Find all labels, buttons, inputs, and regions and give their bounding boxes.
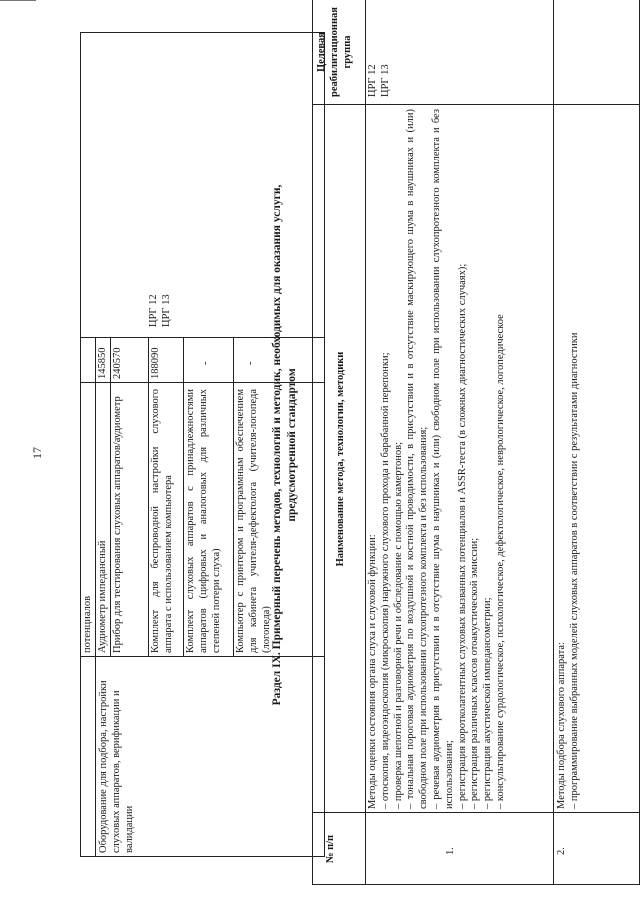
method-list <box>556 109 582 809</box>
method-item: – регистрация акустической импедансометрии; <box>482 597 494 809</box>
equipment-category: Оборудование для подбора, настройки слуховых аппаратов, верификации и валидации <box>98 680 135 853</box>
section-heading <box>270 25 300 865</box>
equipment-code: 188090 <box>150 347 161 379</box>
row-divider <box>95 338 96 657</box>
col-divider <box>312 812 640 813</box>
method-item: – проверка шепотной и разговорной речи и обследование с помощью камертонов; <box>392 442 404 809</box>
equipment-name: Прибор для тестирования слуховых аппаратов/аудиометр <box>112 396 123 653</box>
method-item: – отоскопия, видеоэндоскопия (микроскопия) наружного слухового прохода и барабанной перепонки; <box>379 352 391 809</box>
method-item: – речевая аудиометрия в присутствии и в отсутствие шума в наушниках и (или) свободном поле при использовании слухопротезного комплекта и без использования; <box>430 109 455 809</box>
section-heading-line2: предусмотренной стандартом <box>285 368 298 522</box>
equipment-name: Комплект слуховых аппаратов с принадлежностями аппаратов (цифровых и аналоговых для различных степеней потери слуха) <box>185 389 222 653</box>
row-divider <box>233 338 234 657</box>
row-divider <box>95 657 96 857</box>
row-num: 1. <box>445 847 456 855</box>
method-item: – консультирование сурдологическое, психологическое, дефектологическое, неврологическое, логопедическое <box>494 314 506 809</box>
equipment-code: 145850 <box>97 347 108 379</box>
header-num: № п/п <box>325 834 336 864</box>
method-title: Методы подбора слухового аппарата: <box>556 642 567 809</box>
equipment-name: Компьютер с принтером и программным обеспечением для кабинета учителя-дефектолога (учителя-логопеда (логопеда) <box>235 389 272 653</box>
row-divider <box>148 338 149 657</box>
method-title: Методы оценки состояния органа слуха и слуховой функции: <box>367 534 378 809</box>
method-item: – тональная пороговая аудиометрия по воздушной и костной проводимости, в присутствии и в отсутствие маскирующего шума в наушниках и (или) свободном поле при использовании слухопротезного комплекта и без использования; <box>405 109 430 809</box>
equipment-name: Аудиометр импедансный <box>97 540 108 653</box>
method-item: – программирование выбранных моделей слуховых аппаратов в соответствии с результатами диагностики <box>568 332 580 809</box>
equipment-code: - <box>245 361 256 365</box>
equipment-code: 240570 <box>112 347 123 379</box>
row-divider <box>110 338 111 657</box>
page-number: 17 <box>30 447 44 459</box>
equipment-name: Комплект для беспроводной настройки слухового аппарата с использованием компьютера <box>150 389 174 653</box>
equipment-code: - <box>200 361 211 365</box>
header-group: Целевая реабилитационная группа <box>316 7 353 97</box>
section-heading-line1: Раздел IX. Примерный перечень методов, технологий и методик, необходимых для оказания услуги, <box>271 184 283 706</box>
equipment-group: ЦРГ 12 ЦРГ 13 <box>148 294 172 327</box>
row-num: 2. <box>556 847 567 855</box>
header-divider <box>365 0 366 885</box>
method-item: – регистрация коротколатентных слуховых вызванных потенциалов и ASSR-теста (в сложных диагностических случаях); <box>456 263 468 809</box>
method-list <box>367 109 508 809</box>
row-divider <box>553 0 554 885</box>
method-item: – регистрация различных классов отоакустической эмиссии; <box>469 537 481 809</box>
header-method: Наименование метода, технологии, методики <box>335 351 346 567</box>
method-group: ЦРГ 12 ЦРГ 13 <box>367 64 391 97</box>
equipment-name: потенциалов <box>82 595 93 653</box>
row-divider <box>183 338 184 657</box>
col-divider <box>312 104 640 105</box>
